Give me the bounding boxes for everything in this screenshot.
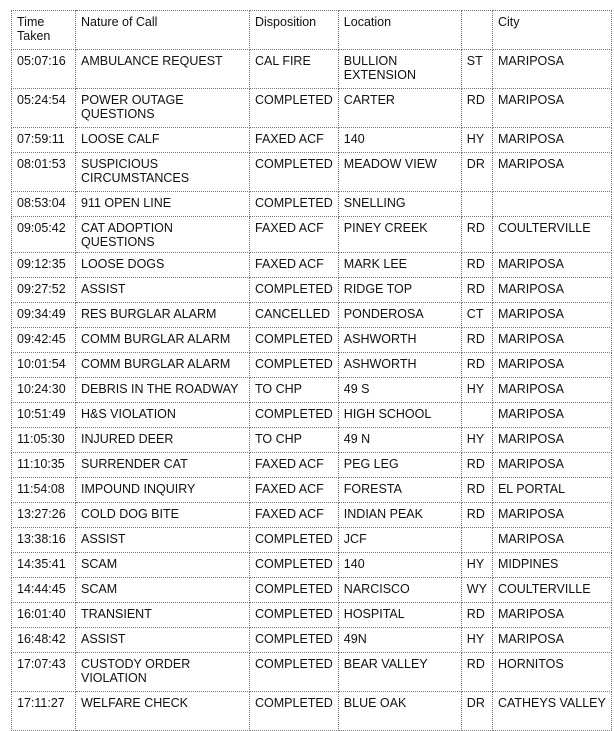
cell-location: ASHWORTH [338,353,461,378]
cell-disposition: COMPLETED [250,553,339,578]
header-nature-of-call: Nature of Call [76,11,250,50]
cell-time-taken: 17:07:43 [12,653,76,692]
cell-location: FORESTA [338,478,461,503]
cell-nature-of-call: 911 OPEN LINE [76,192,250,217]
cell-city: MIDPINES [492,553,611,578]
cell-time-taken: 14:44:45 [12,578,76,603]
cell-time-taken: 11:10:35 [12,453,76,478]
cell-disposition: COMPLETED [250,328,339,353]
cell-nature-of-call: SURRENDER CAT [76,453,250,478]
cell-city: EL PORTAL [492,478,611,503]
table-row [12,503,612,528]
cell-city: MARIPOSA [492,378,611,403]
cell-city: COULTERVILLE [492,217,611,253]
cell-location: CARTER [338,89,461,128]
cell-city: MARIPOSA [492,328,611,353]
cell-time-taken: 11:54:08 [12,478,76,503]
cell-nature-of-call: SCAM [76,578,250,603]
table-row [12,378,612,403]
table-body [12,50,612,731]
cell-nature-of-call: LOOSE CALF [76,128,250,153]
cell-nature-of-call: CAT ADOPTION QUESTIONS [76,217,250,253]
cell-location: NARCISCO [338,578,461,603]
cell-location: PEG LEG [338,453,461,478]
cell-disposition: TO CHP [250,428,339,453]
table-row [12,303,612,328]
table-row [12,453,612,478]
cell-time-taken: 08:53:04 [12,192,76,217]
cell-city: HORNITOS [492,653,611,692]
table-row [12,50,612,89]
cell-time-taken: 13:38:16 [12,528,76,553]
cell-nature-of-call: COMM BURGLAR ALARM [76,328,250,353]
cell-time-taken: 16:48:42 [12,628,76,653]
table-row [12,192,612,217]
cell-time-taken: 10:24:30 [12,378,76,403]
cell-disposition: FAXED ACF [250,217,339,253]
cell-time-taken: 09:42:45 [12,328,76,353]
cell-disposition: COMPLETED [250,353,339,378]
cell-disposition: FAXED ACF [250,453,339,478]
cell-nature-of-call: RES BURGLAR ALARM [76,303,250,328]
table-row [12,278,612,303]
cell-street-suffix: HY [461,628,492,653]
cell-location: RIDGE TOP [338,278,461,303]
cell-disposition: FAXED ACF [250,478,339,503]
cell-street-suffix: DR [461,153,492,192]
cell-nature-of-call: AMBULANCE REQUEST [76,50,250,89]
cell-city: MARIPOSA [492,403,611,428]
cell-city: MARIPOSA [492,128,611,153]
cell-location: 49 N [338,428,461,453]
cell-disposition: COMPLETED [250,278,339,303]
table-row [12,128,612,153]
cell-time-taken: 09:12:35 [12,253,76,278]
cell-nature-of-call: CUSTODY ORDER VIOLATION [76,653,250,692]
cell-nature-of-call: POWER OUTAGE QUESTIONS [76,89,250,128]
cell-street-suffix: RD [461,503,492,528]
cell-nature-of-call: INJURED DEER [76,428,250,453]
cell-city: MARIPOSA [492,428,611,453]
cell-nature-of-call: COMM BURGLAR ALARM [76,353,250,378]
cell-nature-of-call: IMPOUND INQUIRY [76,478,250,503]
cell-street-suffix: RD [461,478,492,503]
cell-disposition: COMPLETED [250,89,339,128]
cell-time-taken: 05:24:54 [12,89,76,128]
cell-location: 140 [338,553,461,578]
cell-location: MARK LEE [338,253,461,278]
table-row [12,428,612,453]
table-row [12,353,612,378]
cell-nature-of-call: SUSPICIOUS CIRCUMSTANCES [76,153,250,192]
cell-location: 49N [338,628,461,653]
cell-street-suffix [461,192,492,217]
call-log-table [11,10,612,731]
cell-location: MEADOW VIEW [338,153,461,192]
cell-location: HOSPITAL [338,603,461,628]
cell-location: HIGH SCHOOL [338,403,461,428]
table-row [12,403,612,428]
table-row [12,217,612,253]
cell-disposition: CAL FIRE [250,50,339,89]
cell-location: PONDEROSA [338,303,461,328]
cell-location: INDIAN PEAK [338,503,461,528]
cell-disposition: COMPLETED [250,403,339,428]
cell-disposition: COMPLETED [250,578,339,603]
cell-disposition: COMPLETED [250,192,339,217]
cell-street-suffix: RD [461,453,492,478]
cell-nature-of-call: H&S VIOLATION [76,403,250,428]
cell-location: BLUE OAK [338,692,461,731]
cell-time-taken: 05:07:16 [12,50,76,89]
cell-city: MARIPOSA [492,628,611,653]
cell-street-suffix: RD [461,328,492,353]
header-time-taken: Time Taken [12,11,76,50]
table-row [12,528,612,553]
cell-disposition: FAXED ACF [250,253,339,278]
cell-disposition: COMPLETED [250,628,339,653]
cell-time-taken: 08:01:53 [12,153,76,192]
cell-time-taken: 09:05:42 [12,217,76,253]
cell-disposition: COMPLETED [250,653,339,692]
cell-city: MARIPOSA [492,253,611,278]
cell-time-taken: 10:51:49 [12,403,76,428]
cell-nature-of-call: ASSIST [76,628,250,653]
cell-time-taken: 11:05:30 [12,428,76,453]
cell-time-taken: 13:27:26 [12,503,76,528]
table-row [12,253,612,278]
cell-street-suffix: HY [461,428,492,453]
cell-disposition: COMPLETED [250,603,339,628]
cell-time-taken: 09:27:52 [12,278,76,303]
cell-city: MARIPOSA [492,153,611,192]
cell-city: MARIPOSA [492,503,611,528]
cell-time-taken: 07:59:11 [12,128,76,153]
cell-street-suffix: RD [461,89,492,128]
table-row [12,553,612,578]
cell-street-suffix: ST [461,50,492,89]
cell-nature-of-call: ASSIST [76,528,250,553]
cell-city: MARIPOSA [492,528,611,553]
cell-nature-of-call: ASSIST [76,278,250,303]
cell-street-suffix [461,528,492,553]
cell-nature-of-call: LOOSE DOGS [76,253,250,278]
cell-location: SNELLING [338,192,461,217]
header-location: Location [338,11,461,50]
header-disposition: Disposition [250,11,339,50]
cell-location: BULLION EXTENSION [338,50,461,89]
cell-city [492,192,611,217]
cell-location: BEAR VALLEY [338,653,461,692]
cell-street-suffix: HY [461,553,492,578]
cell-city: MARIPOSA [492,603,611,628]
cell-street-suffix: RD [461,278,492,303]
cell-city: MARIPOSA [492,89,611,128]
table-row [12,692,612,731]
cell-nature-of-call: DEBRIS IN THE ROADWAY [76,378,250,403]
cell-nature-of-call: TRANSIENT [76,603,250,628]
table-row [12,653,612,692]
table-row [12,89,612,128]
table-row [12,628,612,653]
cell-city: MARIPOSA [492,278,611,303]
cell-city: MARIPOSA [492,50,611,89]
cell-street-suffix: WY [461,578,492,603]
cell-city: COULTERVILLE [492,578,611,603]
table-row [12,478,612,503]
cell-location: JCF [338,528,461,553]
cell-street-suffix [461,403,492,428]
cell-city: MARIPOSA [492,453,611,478]
cell-disposition: COMPLETED [250,528,339,553]
cell-location: 49 S [338,378,461,403]
cell-location: 140 [338,128,461,153]
cell-street-suffix: RD [461,217,492,253]
cell-disposition: FAXED ACF [250,503,339,528]
cell-time-taken: 16:01:40 [12,603,76,628]
cell-street-suffix: RD [461,353,492,378]
cell-street-suffix: CT [461,303,492,328]
header-city: City [492,11,611,50]
table-row [12,578,612,603]
cell-street-suffix: RD [461,253,492,278]
header-street-suffix [461,11,492,50]
cell-disposition: CANCELLED [250,303,339,328]
cell-nature-of-call: COLD DOG BITE [76,503,250,528]
cell-street-suffix: HY [461,128,492,153]
cell-time-taken: 09:34:49 [12,303,76,328]
table-row [12,328,612,353]
table-row [12,603,612,628]
cell-disposition: TO CHP [250,378,339,403]
table-row [12,153,612,192]
cell-nature-of-call: SCAM [76,553,250,578]
cell-street-suffix: RD [461,653,492,692]
cell-time-taken: 14:35:41 [12,553,76,578]
cell-time-taken: 10:01:54 [12,353,76,378]
cell-street-suffix: DR [461,692,492,731]
cell-disposition: FAXED ACF [250,128,339,153]
cell-location: ASHWORTH [338,328,461,353]
cell-time-taken: 17:11:27 [12,692,76,731]
cell-city: MARIPOSA [492,353,611,378]
cell-city: MARIPOSA [492,303,611,328]
cell-nature-of-call: WELFARE CHECK [76,692,250,731]
cell-disposition: COMPLETED [250,692,339,731]
cell-disposition: COMPLETED [250,153,339,192]
cell-street-suffix: RD [461,603,492,628]
table-header-row [12,11,612,50]
cell-street-suffix: HY [461,378,492,403]
cell-location: PINEY CREEK [338,217,461,253]
cell-city: CATHEYS VALLEY [492,692,611,731]
